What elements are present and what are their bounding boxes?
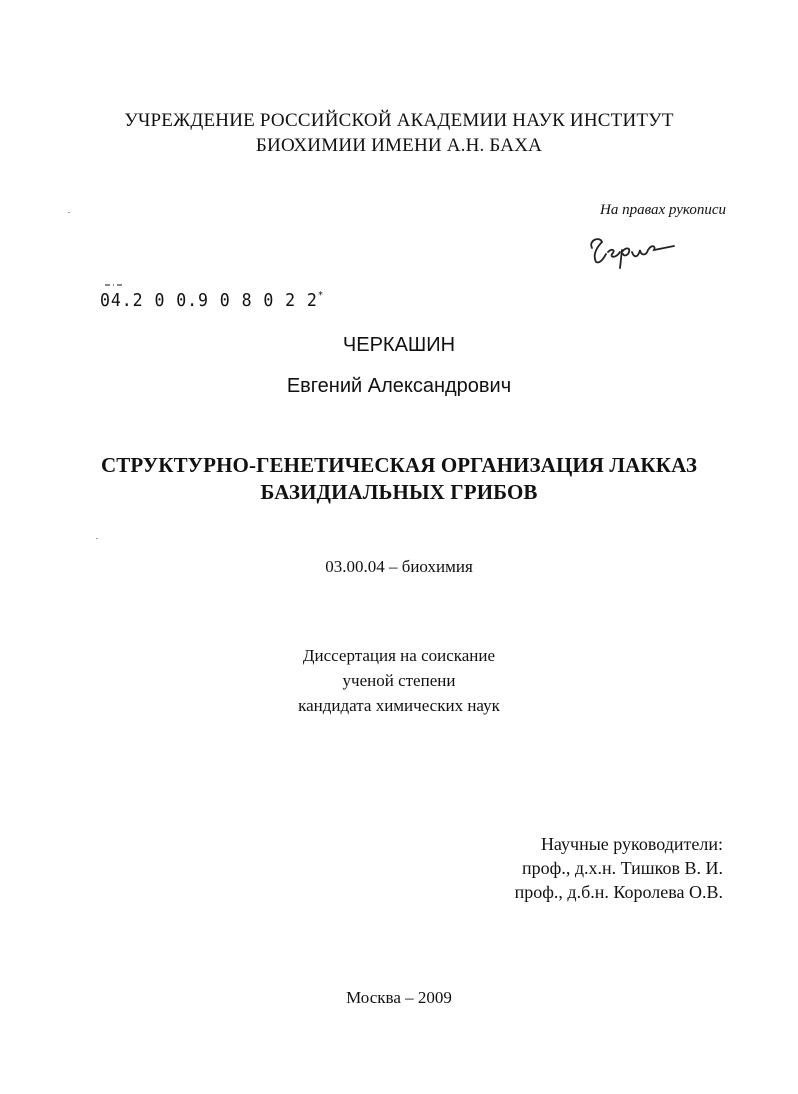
scan-speck bbox=[68, 212, 70, 213]
dissertation-title bbox=[0, 452, 798, 506]
handwritten-signature bbox=[586, 232, 678, 272]
author-given-names: Евгений Александрович bbox=[286, 375, 512, 397]
institution-name bbox=[0, 108, 798, 158]
degree-statement bbox=[0, 643, 798, 718]
registration-number-value: 04.2 0 0.9 0 8 0 2 2 bbox=[100, 290, 318, 311]
registration-marks bbox=[104, 283, 124, 287]
specialty-code: 03.00.04 – биохимия bbox=[325, 557, 473, 576]
degree-line-1: Диссертация на соискание bbox=[302, 646, 496, 665]
supervisor-1: проф., д.х.н. Тишков В. И. bbox=[522, 858, 723, 878]
institution-line-1: УЧРЕЖДЕНИЕ РОССИЙСКОЙ АКАДЕМИИ НАУК ИНСТИТУТ bbox=[124, 110, 674, 131]
registration-number bbox=[100, 290, 324, 311]
degree-line-3: кандидата химических наук bbox=[298, 696, 500, 715]
supervisor-2: проф., д.б.н. Королева О.В. bbox=[514, 882, 723, 902]
title-line-2: БАЗИДИАЛЬНЫХ ГРИБОВ bbox=[260, 480, 538, 504]
place-and-year: Москва – 2009 bbox=[346, 988, 452, 1007]
author-surname: ЧЕРКАШИН bbox=[342, 334, 456, 356]
supervisors-block bbox=[440, 832, 723, 904]
institution-line-2: БИОХИМИИ ИМЕНИ А.Н. БАХА bbox=[255, 135, 543, 156]
scan-speck bbox=[96, 538, 98, 539]
registration-tick: * bbox=[317, 290, 325, 301]
manuscript-rights-note: На правах рукописи bbox=[600, 202, 726, 218]
supervisors-heading: Научные руководители: bbox=[540, 834, 723, 854]
title-line-1: СТРУКТУРНО-ГЕНЕТИЧЕСКАЯ ОРГАНИЗАЦИЯ ЛАККАЗ bbox=[100, 453, 698, 477]
degree-line-2: ученой степени bbox=[342, 671, 456, 690]
